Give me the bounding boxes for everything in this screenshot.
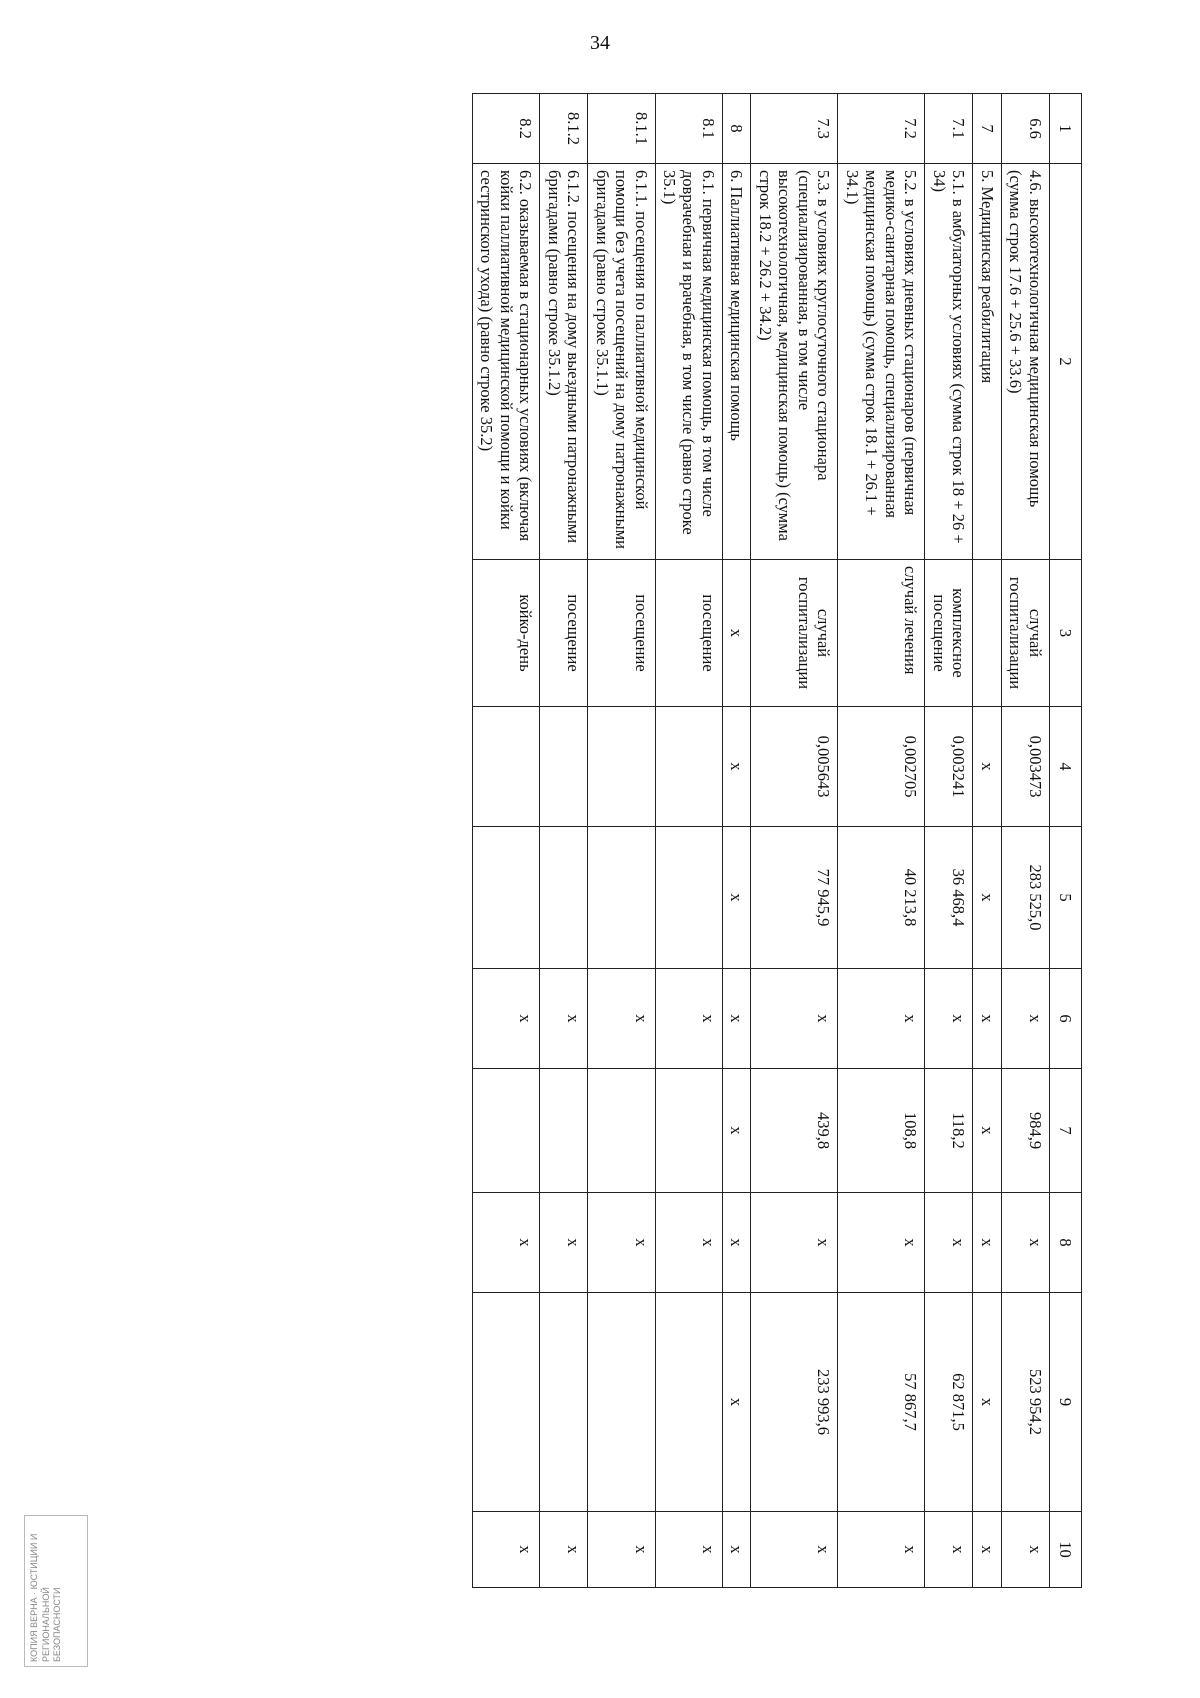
table-cell: 0,003241 (925, 707, 973, 827)
table-cell (588, 1293, 655, 1512)
table-cell: комплексное посещение (925, 560, 973, 707)
indicator-name-cell: 6. Паллиативная медицинская помощь (722, 164, 750, 560)
table-cell (973, 560, 1001, 707)
table-cell: х (838, 1193, 925, 1293)
table-cell: х (973, 1293, 1001, 1512)
table-row (540, 94, 588, 1588)
table-body (472, 94, 1081, 1588)
table-cell: х (973, 969, 1001, 1069)
row-number-cell: 8.2 (472, 94, 539, 164)
table-cell: х (973, 1193, 1001, 1293)
page-number: 34 (590, 32, 610, 54)
table-cell: х (973, 1512, 1001, 1588)
table-cell (540, 707, 588, 827)
table-cell (588, 1069, 655, 1193)
row-number-cell: 7.1 (925, 94, 973, 164)
table-cell: 108,8 (838, 1069, 925, 1193)
table-cell: случай госпитализации (751, 560, 838, 707)
table-cell: х (751, 969, 838, 1069)
table-cell: 0,003473 (1001, 707, 1049, 827)
table-cell: х (655, 1512, 722, 1588)
indicator-name-cell: 6.1.2. посещения на дому выездными патронажными бригадами (равно строке 35.1.2) (540, 164, 588, 560)
table-cell: посещение (655, 560, 722, 707)
table-cell (655, 827, 722, 969)
table-cell: х (751, 1512, 838, 1588)
indicator-name-cell: 6.1.1. посещения по паллиативной медицинской помощи без учета посещений на дому патронажными бригадами (равно строке 35.1.1) (588, 164, 655, 560)
column-header: 5 (1049, 827, 1081, 969)
table-cell (588, 827, 655, 969)
table-row (925, 94, 973, 1588)
column-header: 4 (1049, 707, 1081, 827)
table-cell: х (1001, 1193, 1049, 1293)
table-cell: х (838, 1512, 925, 1588)
indicator-name-cell: 4.6. высокотехнологичная медицинская помощь (сумма строк 17.6 + 25.6 + 33.6) (1001, 164, 1049, 560)
table-cell: х (472, 1193, 539, 1293)
column-header: 9 (1049, 1293, 1081, 1512)
table-cell: х (540, 1193, 588, 1293)
row-number-cell: 8.1.2 (540, 94, 588, 164)
table-row (751, 94, 838, 1588)
table-cell (655, 1069, 722, 1193)
rotated-table-container (472, 93, 1082, 1587)
table-cell (472, 707, 539, 827)
table-cell: х (973, 1069, 1001, 1193)
table-cell (472, 1293, 539, 1512)
table-cell: 0,005643 (751, 707, 838, 827)
table-cell (472, 827, 539, 969)
column-header: 1 (1049, 94, 1081, 164)
table-cell: 984,9 (1001, 1069, 1049, 1193)
column-header: 7 (1049, 1069, 1081, 1193)
indicator-name-cell: 5.1. в амбулаторных условиях (сумма строк 18 + 26 + 34) (925, 164, 973, 560)
table-cell: х (925, 969, 973, 1069)
table-cell: х (588, 1512, 655, 1588)
table-row (655, 94, 722, 1588)
table-cell (540, 827, 588, 969)
table-cell: х (973, 827, 1001, 969)
table-cell: 57 867,7 (838, 1293, 925, 1512)
table-cell: 77 945,9 (751, 827, 838, 969)
table-cell: 0,002705 (838, 707, 925, 827)
column-header: 2 (1049, 164, 1081, 560)
table-cell: х (472, 1512, 539, 1588)
row-number-cell: 8.1.1 (588, 94, 655, 164)
row-number-cell: 7.2 (838, 94, 925, 164)
table-row (838, 94, 925, 1588)
table-cell (655, 1293, 722, 1512)
table-cell: х (925, 1512, 973, 1588)
indicator-name-cell: 5.2. в условиях дневных стационаров (первичная медико-санитарная помощь, специализированная медицинская помощь) (сумма строк 18.1 + 26.1 + 34.1) (838, 164, 925, 560)
table-cell: х (722, 707, 750, 827)
table-cell: х (973, 707, 1001, 827)
table-cell: 36 468,4 (925, 827, 973, 969)
table-cell: 233 993,6 (751, 1293, 838, 1512)
table-row (973, 94, 1001, 1588)
table-cell: х (655, 1193, 722, 1293)
table-cell: х (722, 827, 750, 969)
table-cell: х (722, 1069, 750, 1193)
table-cell: 439,8 (751, 1069, 838, 1193)
indicator-name-cell: 5.3. в условиях круглосуточного стационара (специализированная, в том числе высокотехнологичная, медицинская помощь) (сумма строк 18.2 + 26.2 + 34.2) (751, 164, 838, 560)
column-header: 10 (1049, 1512, 1081, 1588)
table-cell: х (472, 969, 539, 1069)
table-cell: 118,2 (925, 1069, 973, 1193)
row-number-cell: 7.3 (751, 94, 838, 164)
indicator-name-cell: 6.1. первичная медицинская помощь, в том числе доврачебная и врачебная, в том числе (равно строке 35.1) (655, 164, 722, 560)
table-cell: х (588, 1193, 655, 1293)
table-row (588, 94, 655, 1588)
table-row (472, 94, 539, 1588)
table-cell: 283 525,0 (1001, 827, 1049, 969)
table-cell: х (722, 560, 750, 707)
table-cell (540, 1293, 588, 1512)
table-cell: посещение (540, 560, 588, 707)
table-cell: посещение (588, 560, 655, 707)
row-number-cell: 7 (973, 94, 1001, 164)
table-cell: х (1001, 969, 1049, 1069)
column-header: 3 (1049, 560, 1081, 707)
table-row (1001, 94, 1049, 1588)
table-cell: х (722, 1512, 750, 1588)
data-table (472, 93, 1082, 1588)
table-cell: х (540, 1512, 588, 1588)
table-cell: х (722, 1293, 750, 1512)
table-cell: х (722, 1193, 750, 1293)
table-cell: койко-день (472, 560, 539, 707)
table-cell: х (751, 1193, 838, 1293)
table-header-row (1049, 94, 1081, 1588)
table-row (722, 94, 750, 1588)
column-header: 8 (1049, 1193, 1081, 1293)
table-cell: 523 954,2 (1001, 1293, 1049, 1512)
table-cell (655, 707, 722, 827)
column-header: 6 (1049, 969, 1081, 1069)
table-cell: 62 871,5 (925, 1293, 973, 1512)
table-cell: х (1001, 1512, 1049, 1588)
table-cell: х (655, 969, 722, 1069)
indicator-name-cell: 6.2. оказываемая в стационарных условиях (включая койки паллиативной медицинской помощи и койки сестринского ухода) (равно строке 35.2) (472, 164, 539, 560)
table-cell: х (722, 969, 750, 1069)
table-cell (540, 1069, 588, 1193)
certification-stamp (24, 1515, 88, 1667)
table-cell: х (540, 969, 588, 1069)
table-cell: случай госпитализации (1001, 560, 1049, 707)
table-cell: х (588, 969, 655, 1069)
table-cell: 40 213,8 (838, 827, 925, 969)
table-cell: х (925, 1193, 973, 1293)
table-cell: случай лечения (838, 560, 925, 707)
table-cell (472, 1069, 539, 1193)
stamp-text: КОПИЯ ВЕРНА · ЮСТИЦИИ И РЕГИОНАЛЬНОЙ БЕЗОПАСНОСТИ (29, 1533, 63, 1662)
table-cell: х (838, 969, 925, 1069)
row-number-cell: 6.6 (1001, 94, 1049, 164)
row-number-cell: 8 (722, 94, 750, 164)
indicator-name-cell: 5. Медицинская реабилитация (973, 164, 1001, 560)
row-number-cell: 8.1 (655, 94, 722, 164)
table-cell (588, 707, 655, 827)
